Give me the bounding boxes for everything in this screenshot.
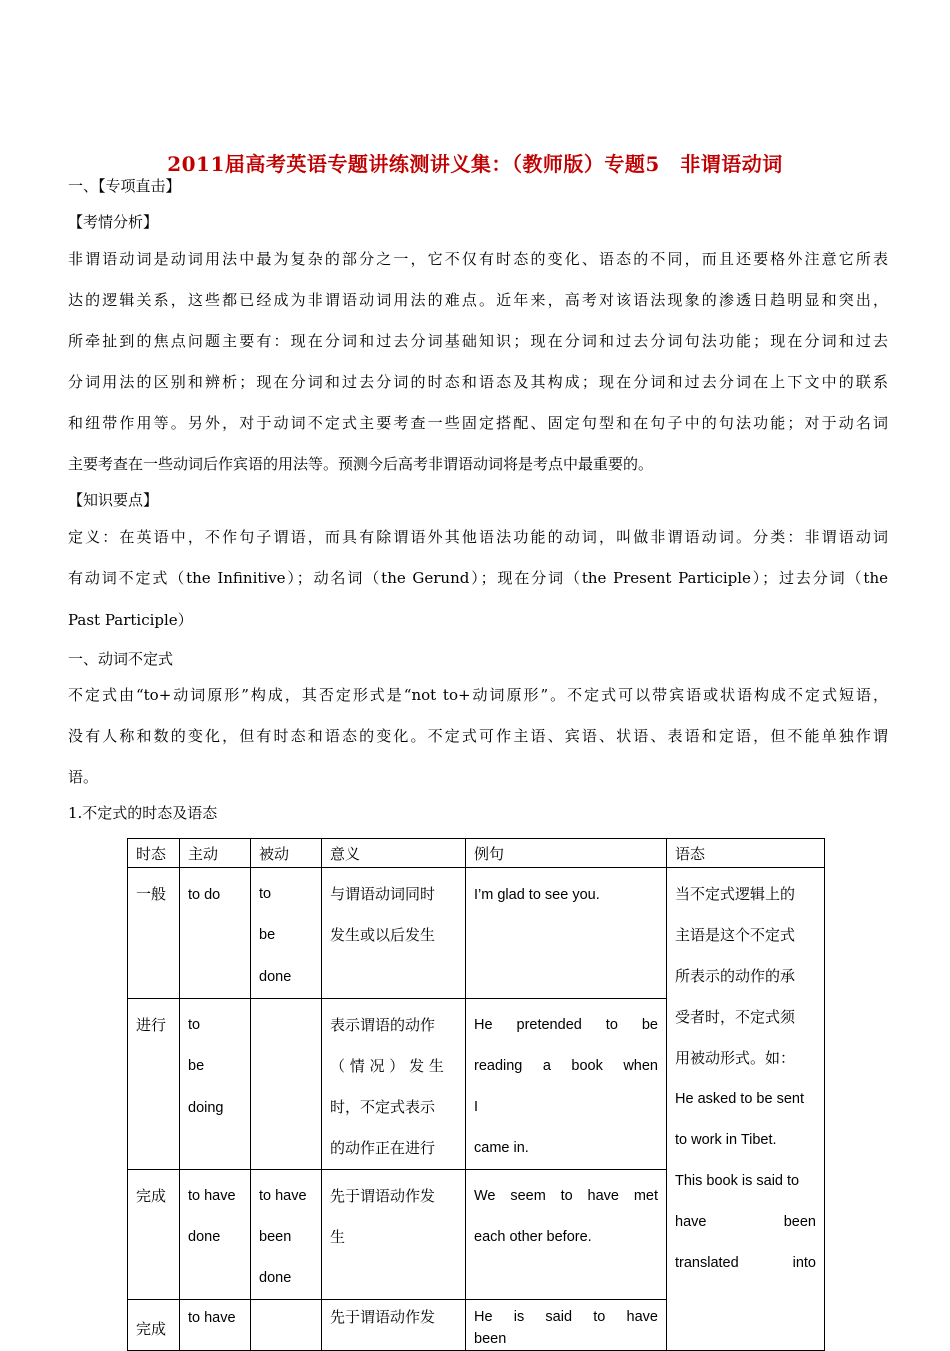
passive-cell — [251, 1170, 322, 1300]
meaning-cell — [322, 868, 466, 999]
meaning-line: 先于谓语动作发 — [330, 1187, 436, 1205]
tense-label: 完成 — [136, 1187, 167, 1205]
active-form-line: done — [188, 1229, 221, 1245]
analysis-line: 分词用法的区别和辨析；现在分词和过去分词的时态和语态及其构成；现在分词和过去分词在上下文中的联系 — [68, 373, 888, 391]
voice-line: 用被动形式。如： — [675, 1049, 796, 1067]
definition-line: 有动词不定式（the Infinitive）；动名词（the Gerund）；现在分词（the Present Participle）；过去分词（the — [68, 569, 888, 587]
example-sentence: I’m glad to see you. — [474, 887, 600, 903]
tense-cell — [128, 868, 180, 999]
meaning-line: 先于谓语动作发 — [330, 1308, 436, 1326]
passive-form-line: done — [259, 1270, 292, 1286]
infinitive-line: 不定式由“to+动词原形”构成，其否定形式是“not to+动词原形”。不定式可以带宾语或状语构成不定式短语， — [68, 686, 888, 704]
analysis-line: 非谓语动词是动词用法中最为复杂的部分之一，它不仅有时态的变化、语态的不同，而且还要格外注意它所表 — [68, 250, 888, 268]
header-cell: 意义 — [322, 839, 466, 868]
example-line: reading a book when I — [474, 1058, 673, 1115]
header-cell: 主动 — [180, 839, 251, 868]
document-title: 2011届高考英语专题讲练测讲义集：（教师版）专题5 非谓语动词 — [167, 152, 783, 176]
active-form-line: to be — [188, 1017, 230, 1074]
header-cell: 被动 — [251, 839, 322, 868]
passive-form-line: done — [259, 969, 292, 985]
tense-label: 一般 — [136, 885, 167, 903]
meaning-line: 与谓语动词同时 — [330, 885, 436, 903]
tense-cell — [128, 1300, 180, 1351]
meaning-cell — [322, 1300, 466, 1351]
meaning-line: （ 情 况 ） 发 生 — [330, 1057, 444, 1075]
tense-cell — [128, 1170, 180, 1300]
infinitive-heading: 一、动词不定式 — [68, 650, 174, 668]
tense-label: 进行 — [136, 1016, 167, 1034]
voice-line: 主语是这个不定式 — [675, 926, 796, 944]
voice-cell — [667, 868, 825, 1351]
example-cell — [466, 868, 667, 999]
example-cell — [466, 999, 673, 1170]
header-cell: 语态 — [667, 839, 825, 868]
meaning-cell — [322, 999, 466, 1170]
active-cell — [180, 999, 251, 1170]
meaning-line: 发生或以后发生 — [330, 926, 436, 944]
voice-line: to work in Tibet. — [675, 1132, 777, 1148]
table-header-row — [128, 839, 825, 868]
example-line: came in. — [474, 1140, 529, 1156]
meaning-cell — [322, 1170, 466, 1300]
voice-line: 当不定式逻辑上的 — [675, 885, 796, 903]
voice-line: translated into — [675, 1255, 816, 1271]
passive-cell — [251, 999, 322, 1170]
example-line: He is said to have been — [474, 1309, 673, 1347]
definition-line: Past Participle） — [68, 611, 193, 629]
knowledge-heading: 【知识要点】 — [68, 491, 159, 509]
analysis-line: 和纽带作用等。另外，对于动词不定式主要考查一些固定搭配、固定句型和在句子中的句法功能；对于动名词 — [68, 414, 888, 432]
active-form-line: to have — [188, 1188, 236, 1204]
active-form-line: to have — [188, 1310, 236, 1326]
active-cell — [180, 868, 251, 999]
passive-cell — [251, 868, 322, 999]
active-cell — [180, 1300, 251, 1351]
voice-line: This book is said to — [675, 1173, 800, 1189]
passive-form-line: to be — [259, 886, 301, 943]
voice-line: 受者时，不定式须 — [675, 1008, 796, 1026]
analysis-heading: 【考情分析】 — [68, 213, 159, 231]
definition-line: 定义：在英语中，不作句子谓语，而具有除谓语外其他语法功能的动词，叫做非谓语动词。分类：非谓语动词 — [68, 528, 888, 546]
tense-cell — [128, 999, 180, 1170]
table-caption: 1.不定式的时态及语态 — [68, 804, 218, 822]
meaning-line: 表示谓语的动作 — [330, 1016, 436, 1034]
tense-voice-table — [127, 838, 825, 1351]
active-form-line: doing — [188, 1100, 224, 1116]
example-line: He pretended to be — [474, 1017, 658, 1033]
table-row — [128, 868, 825, 999]
example-cell — [466, 1300, 673, 1351]
header-cell: 例句 — [466, 839, 667, 868]
voice-line: have been — [675, 1214, 816, 1230]
analysis-line: 主要考查在一些动词后作宾语的用法等。预测今后高考非谓语动词将是考点中最重要的。 — [68, 455, 654, 473]
section-heading: 一、【专项直击】 — [68, 177, 181, 195]
meaning-line: 生 — [330, 1228, 346, 1246]
example-line: We seem to have met — [474, 1188, 658, 1204]
voice-line: He asked to be sent — [675, 1091, 804, 1107]
example-line: each other before. — [474, 1229, 592, 1245]
meaning-line: 的动作正在进行 — [330, 1139, 436, 1157]
voice-line: 所表示的动作的承 — [675, 967, 796, 985]
meaning-line: 时，不定式表示 — [330, 1098, 436, 1116]
active-cell — [180, 1170, 251, 1300]
active-form: to do — [188, 887, 221, 903]
analysis-line: 所牵扯到的焦点问题主要有：现在分词和过去分词基础知识；现在分词和过去分词句法功能；现在分词和过去 — [68, 332, 888, 350]
passive-form-line: been — [259, 1229, 292, 1245]
header-cell: 时态 — [128, 839, 180, 868]
analysis-line: 达的逻辑关系，这些都已经成为非谓语动词用法的难点。近年来，高考对该语法现象的渗透日趋明显和突出， — [68, 291, 888, 309]
passive-cell — [251, 1300, 322, 1351]
passive-form-line: to have — [259, 1188, 307, 1204]
infinitive-line: 语。 — [68, 768, 99, 786]
example-cell — [466, 1170, 667, 1300]
infinitive-line: 没有人称和数的变化，但有时态和语态的变化。不定式可作主语、宾语、状语、表语和定语，但不能单独作谓 — [68, 727, 888, 745]
tense-label: 完成 — [136, 1320, 167, 1338]
